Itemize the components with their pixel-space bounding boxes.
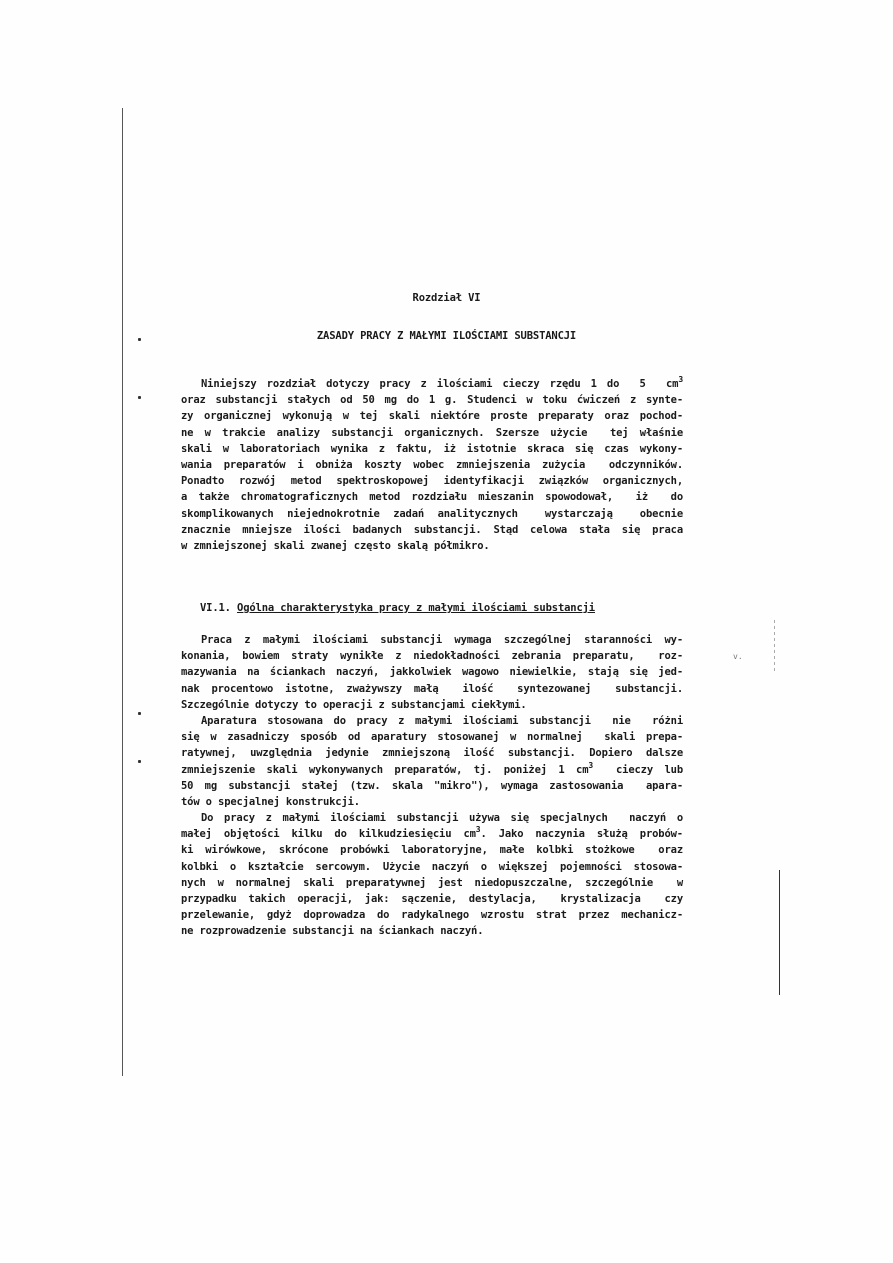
text-line: Do pracy z małymi ilościami substancji używa się specjalnych naczyń o	[201, 812, 683, 824]
right-margin-line	[779, 870, 780, 995]
paragraph-2	[181, 713, 683, 810]
text-line: tów o specjalnej konstrukcji.	[181, 796, 360, 809]
text-line: się w zasadniczy sposób od aparatury stosowanej w normalnej skali prepa-	[181, 731, 683, 744]
text-line: a także chromatograficznych metod rozdziału mieszanin spowodował, iż do	[181, 491, 683, 504]
text-line: ratywnej, uwzględnia jedynie zmniejszoną ilość substancji. Dopiero dalsze	[181, 747, 683, 760]
text-line: mazywania na ściankach naczyń, jakkolwiek wagowo niewielkie, stają się jed-	[181, 666, 683, 679]
text-line: Ponadto rozwój metod spektroskopowej identyfikacji związków organicznych,	[181, 475, 683, 488]
chapter-label: Rozdział VI	[412, 292, 481, 304]
text-line: ne rozprowadzenie substancji na ściankach naczyń.	[181, 925, 484, 938]
text-line: w zmniejszonej skali zwanej często skalą półmikro.	[181, 540, 490, 553]
margin-dot	[138, 712, 141, 715]
paragraph-3	[181, 810, 683, 940]
text-line: przypadku takich operacji, jak: sączenie, destylacja, krystalizacja czy	[181, 893, 683, 906]
intro-paragraph	[181, 376, 683, 554]
text-line: Aparatura stosowana do pracy z małymi ilościami substancji nie różni	[201, 715, 683, 727]
text-line: skali w laboratoriach wynika z faktu, iż istotnie skraca się czas wykony-	[181, 442, 683, 455]
text-line: skomplikowanych niejednokrotnie zadań analitycznych wystarczają obecnie	[181, 507, 683, 520]
text-line: zmniejszenie skali wykonywanych preparatów, tj. poniżej 1 $cm^3$ cieczy lub	[181, 760, 683, 776]
text-line: ki wirówkowe, skrócone probówki laboratoryjne, małe kolbki stożkowe oraz	[181, 844, 683, 857]
text-line: wania preparatów i obniża koszty wobec zmniejszenia zużycia odczynników.	[181, 459, 683, 472]
margin-mark: v.	[733, 652, 743, 661]
text-line: nak procentowo istotne, zważywszy małą ilość syntezowanej substancji.	[181, 682, 683, 695]
text-line: konania, bowiem straty wynikłe z niedokładności zebrania preparatu, roz-	[181, 650, 683, 663]
text-line: przelewanie, gdyż doprowadza do radykalnego wzrostu strat przez mechanicz-	[181, 909, 683, 922]
text-line: oraz substancji stałych od 50 mg do 1 g. Studenci w toku ćwiczeń z synte-	[181, 394, 683, 407]
section-title: Ogólna charakterystyka pracy z małymi ilościami substancji	[237, 602, 595, 614]
margin-dot	[138, 760, 141, 763]
text-line: Szczególnie dotyczy to operacji z substancjami ciekłymi.	[181, 698, 527, 711]
chapter-title: ZASADY PRACY Z MAŁYMI ILOŚCIAMI SUBSTANCJI	[316, 330, 577, 342]
text-line: znacznie mniejsze ilości badanych substancji. Stąd celowa stała się praca	[181, 523, 683, 536]
section-number: VI.1.	[200, 602, 231, 614]
right-margin-dashed-line	[774, 620, 775, 672]
text-line: 50 mg substancji stałej (tzw. skala "mikro"), wymaga zastosowania apara-	[181, 779, 683, 792]
left-margin-line	[122, 108, 123, 1076]
text-line: ne w trakcie analizy substancji organicznych. Szersze użycie tej właśnie	[181, 426, 683, 439]
text-line: zy organicznej wykonują w tej skali niektóre proste preparaty oraz pochod-	[181, 410, 683, 423]
text-line: Niniejszy rozdział dotyczy pracy z ilościami cieczy rzędu 1 do 5 $cm^3$	[201, 375, 683, 390]
paragraph-1	[181, 632, 683, 713]
section-heading	[200, 602, 595, 614]
text-line: małej objętości kilku do kilkudziesięciu $cm^3$. Jako naczynia służą probów-	[181, 825, 683, 841]
text-line: Praca z małymi ilościami substancji wymaga szczególnej staranności wy-	[201, 634, 683, 646]
margin-dot	[138, 396, 141, 399]
text-line: nych w normalnej skali preparatywnej jest niedopuszczalne, szczególnie w	[181, 876, 683, 889]
text-line: kolbki o kształcie sercowym. Użycie naczyń o większej pojemności stosowa-	[181, 860, 683, 873]
